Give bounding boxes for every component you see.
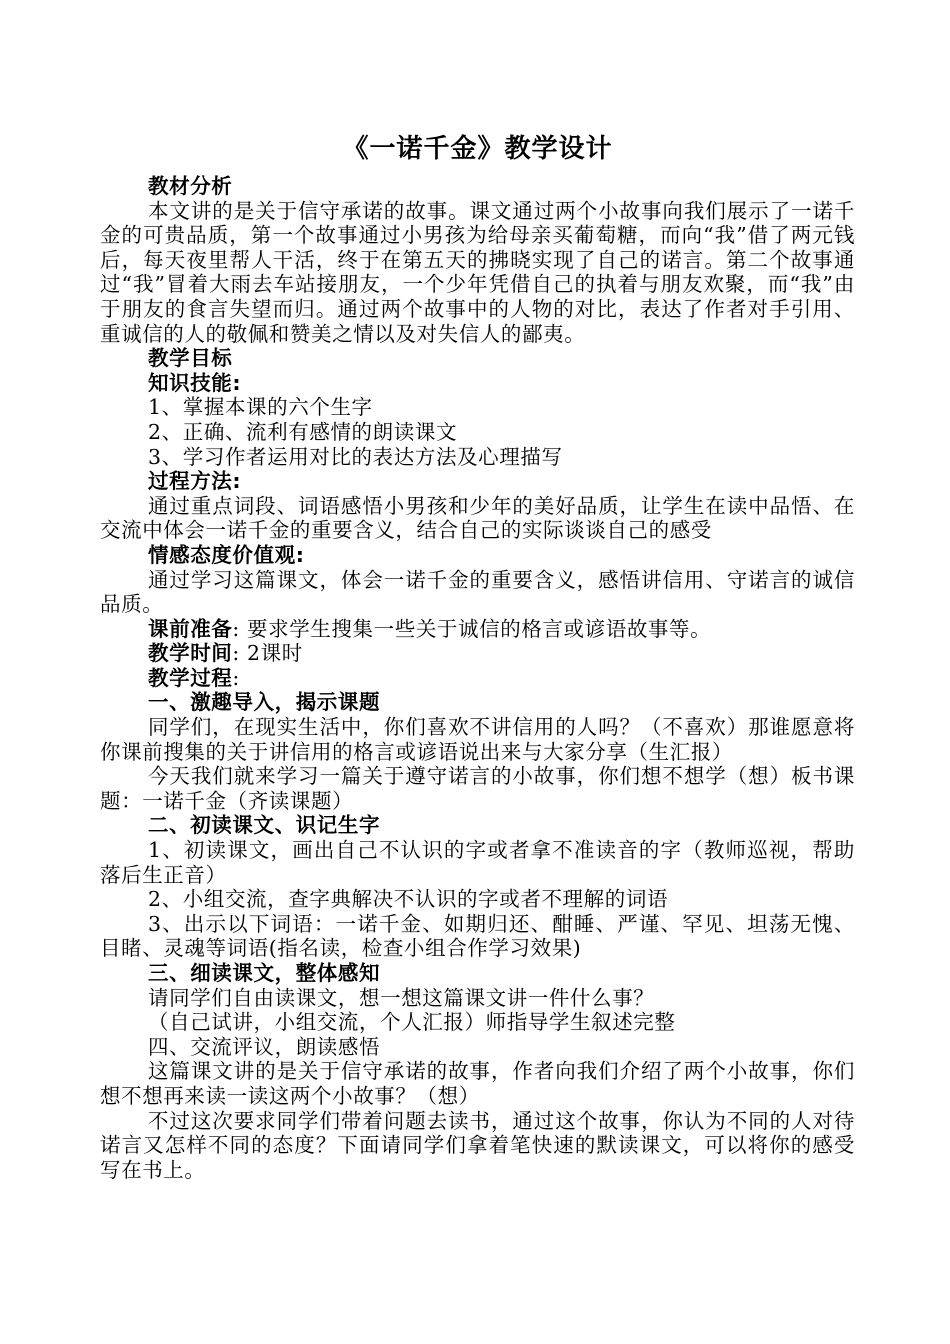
- step1-paragraph: 同学们，在现实生活中，你们喜欢不讲信用的人吗？（不喜欢）那谁愿意将你课前搜集的关于讲信用的格言或谚语说出来与大家分享（生汇报）: [100, 715, 855, 764]
- document-title: 《一诺千金》教学设计: [342, 134, 613, 164]
- prep-text: : 要求学生搜集一些关于诚信的格言或谚语故事等。: [232, 616, 712, 641]
- goal-item: 2、正确、流利有感情的朗读课文: [148, 419, 458, 444]
- section-heading-analysis: 教材分析: [148, 174, 233, 198]
- step2-paragraph: 3、出示以下词语：一诺千金、如期归还、酣睡、严谨、罕见、坦荡无愧、目睹、灵魂等词语(指名读，检查小组合作学习效果): [100, 911, 855, 961]
- step4-heading: 四、交流评议，朗读感悟: [148, 1034, 381, 1059]
- step1-heading: 一、激趣导入，揭示课题: [148, 690, 381, 715]
- prep-label: 课前准备: [148, 616, 233, 641]
- document-page: [100, 132, 855, 1182]
- process-method-label: 过程方法:: [148, 469, 242, 494]
- step4-paragraph: 不过这次要求同学们带着问题去读书，通过这个故事，你认为不同的人对待诺言又怎样不同的态度？下面请同学们拿着笔快速的默读课文，可以将你的感受写在书上。: [100, 1108, 855, 1182]
- step2-paragraph: 1、初读课文，画出自己不认识的字或者拿不准读音的字（教师巡视，帮助落后生正音）: [100, 838, 855, 887]
- prep-line: [100, 617, 855, 642]
- time-text: : 2课时: [232, 641, 303, 666]
- teaching-process-label: 教学过程: [148, 665, 233, 690]
- process-method-paragraph: 通过重点词段、词语感悟小男孩和少年的美好品质，让学生在读中品悟、在交流中体会一诺千金的重要含义，结合自己的实际谈谈自己的感受: [100, 493, 855, 543]
- step2-paragraph: 2、小组交流，查字典解决不认识的字或者不理解的词语: [148, 887, 669, 912]
- section-heading-goals: 教学目标: [148, 346, 233, 371]
- step4-paragraph: 这篇课文讲的是关于信守承诺的故事，作者向我们介绍了两个小故事，你们想不想再来读一读这两个小故事？（想）: [100, 1059, 855, 1108]
- goal-item: 3、学习作者运用对比的表达方法及心理描写: [148, 444, 563, 469]
- time-label: 教学时间: [148, 641, 233, 666]
- goal-item: 1、掌握本课的六个生字: [148, 395, 373, 420]
- step2-heading: 二、初读课文、识记生字: [148, 813, 381, 838]
- teaching-process-colon: :: [232, 665, 240, 690]
- analysis-paragraph: 本文讲的是关于信守承诺的故事。课文通过两个小故事向我们展示了一诺千金的可贵品质，第一个故事通过小男孩为给母亲买葡萄糖，而向“我”借了两元钱后，每天夜里帮人干活，终于在第五天的拂晓实现了自己的诺言。第二个故事通过“我”冒着大雨去车站接朋友，一个少年凭借自己的执着与朋友欢聚，而“我”由于朋友的食言失望而归。通过两个故事中的人物的对比，表达了作者对手引用、重诚信的人的敬佩和赞美之情以及对失信人的鄙夷。: [100, 198, 855, 346]
- step3-heading: 三、细读课文，整体感知: [148, 961, 381, 985]
- step3-paragraph: 请同学们自由读课文，想一想这篇课文讲一件什么事？: [148, 985, 655, 1010]
- emotion-label: 情感态度价值观:: [148, 542, 305, 567]
- knowledge-label: 知识技能:: [148, 370, 242, 395]
- time-line: [100, 641, 855, 666]
- step3-paragraph: （自己试讲，小组交流，个人汇报）师指导学生叙述完整: [148, 1010, 676, 1035]
- emotion-paragraph: 通过学习这篇课文，体会一诺千金的重要含义，感悟讲信用、守诺言的诚信品质。: [100, 567, 855, 617]
- step1-paragraph: 今天我们就来学习一篇关于遵守诺言的小故事，你们想不想学（想）板书课题：一诺千金（齐读课题）: [100, 764, 855, 813]
- process-line: [100, 666, 855, 691]
